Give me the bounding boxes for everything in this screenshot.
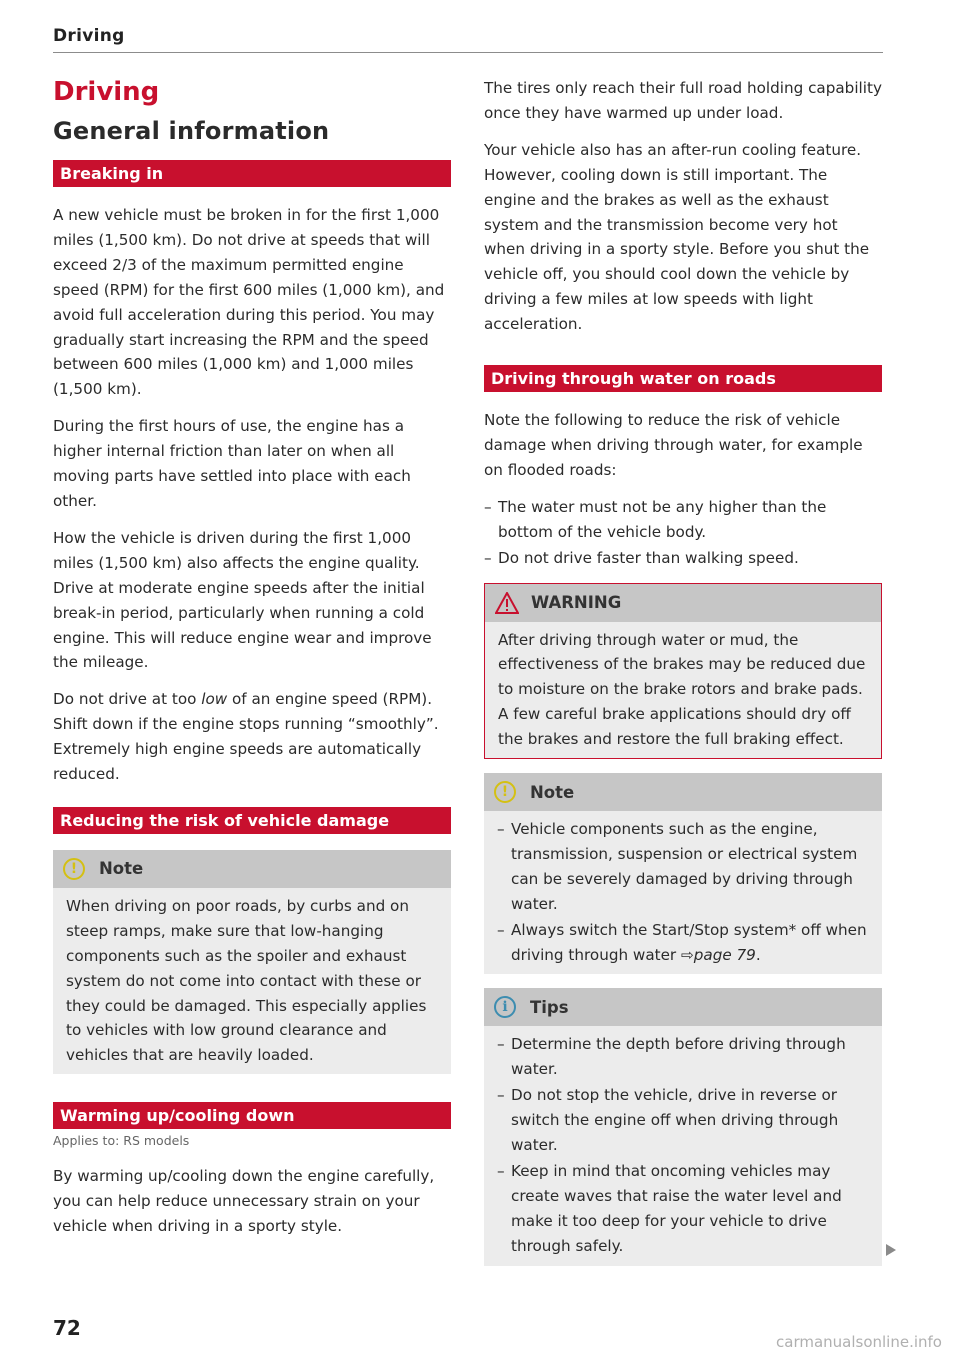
list-item <box>497 918 870 968</box>
tips-label: Tips <box>530 997 569 1017</box>
tips-box-header <box>484 988 882 1026</box>
left-column <box>53 76 451 1251</box>
note-box-road-damage <box>53 850 451 1074</box>
warning-box-header <box>485 584 881 622</box>
list-item: – Do not stop the vehicle, drive in reverse or switch the engine off when driving through water. <box>497 1083 870 1158</box>
tips-list <box>497 1032 870 1258</box>
note-exclamation-icon: ! <box>63 858 85 880</box>
warning-box <box>484 583 882 760</box>
list-item: – Keep in mind that oncoming vehicles may create waves that raise the water level and make it too deep for your vehicle to drive through safely. <box>497 1159 870 1259</box>
warning-text: After driving through water or mud, the effectiveness of the brakes may be reduced due to moisture on the brake rotors and brake pads. A few careful brake applications should dry off the brakes and restore the full braking effect. <box>498 630 866 749</box>
applies-to-label: Applies to: RS models <box>53 1133 190 1149</box>
water-intro-paragraph: Note the following to reduce the risk of vehicle damage when driving through water, for example on flooded roads: <box>484 411 863 479</box>
cross-reference-link[interactable]: page 79 <box>693 945 756 964</box>
breaking-in-paragraph-2: During the first hours of use, the engine has a higher internal friction than later on when all moving parts have settled into place with each other. <box>53 417 411 510</box>
after-run-cooling-paragraph: Your vehicle also has an after-run cooling feature. However, cooling down is still important. The engine and the brakes as well as the exhaust system and the transmission become very hot when driving in a sporty style. Before you shut the vehicle off, you should cool down the vehicle by driving a few miles at low speeds with light acceleration. <box>484 140 870 334</box>
note-label: Note <box>530 782 575 802</box>
chapter-title: Driving <box>53 77 160 107</box>
list-item: – Do not drive faster than walking speed. <box>484 546 882 571</box>
note-box-header <box>53 850 451 888</box>
page-number: 72 <box>53 1316 81 1340</box>
warning-triangle-icon <box>495 592 519 614</box>
breaking-in-paragraph-3: How the vehicle is driven during the first 1,000 miles (1,500 km) also affects the engine quality. Drive at moderate engine speeds after the initial break-in period, particularly when running a cold engine. This will reduce engine wear and improve the mileage. <box>53 528 432 672</box>
list-item: – Vehicle components such as the engine, transmission, suspension or electrical system can be severely damaged by driving through water. <box>497 817 870 917</box>
water-rules-list <box>484 495 882 571</box>
right-column <box>484 76 882 1280</box>
note-text: When driving on poor roads, by curbs and on steep ramps, make sure that low-hanging components such as the spoiler and exhaust system do not come into contact with these or they could be damaged. This especially applies to vehicles with low ground clearance and vehicles that are heavily loaded. <box>66 896 427 1065</box>
tips-box <box>484 988 882 1265</box>
section-heading-warming-up: Warming up/cooling down <box>53 1102 451 1129</box>
cross-reference-arrow-icon: ⇨ <box>681 945 694 964</box>
section-heading-reducing-risk: Reducing the risk of vehicle damage <box>53 807 451 834</box>
breaking-in-paragraph-1: A new vehicle must be broken in for the first 1,000 miles (1,500 km). Do not drive at speeds that will exceed 2/3 of the maximum permitted engine speed (RPM) for the first 600 miles (1,000 km), and avoid full acceleration during this period. You may gradually start increasing the RPM and the speed between 600 miles (1,000 km) and 1,000 miles (1,500 km). <box>53 206 445 399</box>
warming-up-paragraph: By warming up/cooling down the engine carefully, you can help reduce unnecessary strain on your vehicle when driving in a sporty style. <box>53 1167 435 1236</box>
list-item: – Determine the depth before driving through water. <box>497 1032 870 1082</box>
section-heading-breaking-in: Breaking in <box>53 160 451 187</box>
watermark: carmanualsonline.info <box>776 1333 942 1351</box>
note-list <box>497 817 870 967</box>
note-box-body <box>53 888 451 1074</box>
section-heading-driving-through-water: Driving through water on roads <box>484 365 882 392</box>
rpm-text-emphasis: low <box>201 690 228 709</box>
note-item-end: . <box>755 945 761 964</box>
tips-box-body <box>484 1026 882 1265</box>
breaking-in-paragraph-rpm <box>53 687 451 787</box>
note-exclamation-icon: ! <box>494 781 516 803</box>
info-icon: i <box>494 996 516 1018</box>
note-item-text: Always switch the Start/Stop system* off when driving through water <box>511 920 867 964</box>
rpm-text-before: Do not drive at too <box>53 690 202 709</box>
list-item: – The water must not be any higher than the bottom of the vehicle body. <box>484 495 882 545</box>
note-box-body <box>484 811 882 974</box>
warning-label: WARNING <box>531 593 622 612</box>
warning-box-body <box>485 622 881 759</box>
page-heading: General information <box>53 117 330 145</box>
running-header: Driving <box>53 26 125 46</box>
note-label: Note <box>99 859 144 879</box>
note-box-header <box>484 773 882 811</box>
note-box-water <box>484 773 882 974</box>
header-rule <box>53 52 883 53</box>
continue-arrow-icon <box>886 1244 896 1256</box>
tires-paragraph: The tires only reach their full road holding capability once they have warmed up under load. <box>484 79 882 122</box>
rpm-text-after: of an engine speed (RPM). Shift down if the engine stops running “smoothly”. Extremely high engine speeds are automatically reduced. <box>53 690 439 784</box>
